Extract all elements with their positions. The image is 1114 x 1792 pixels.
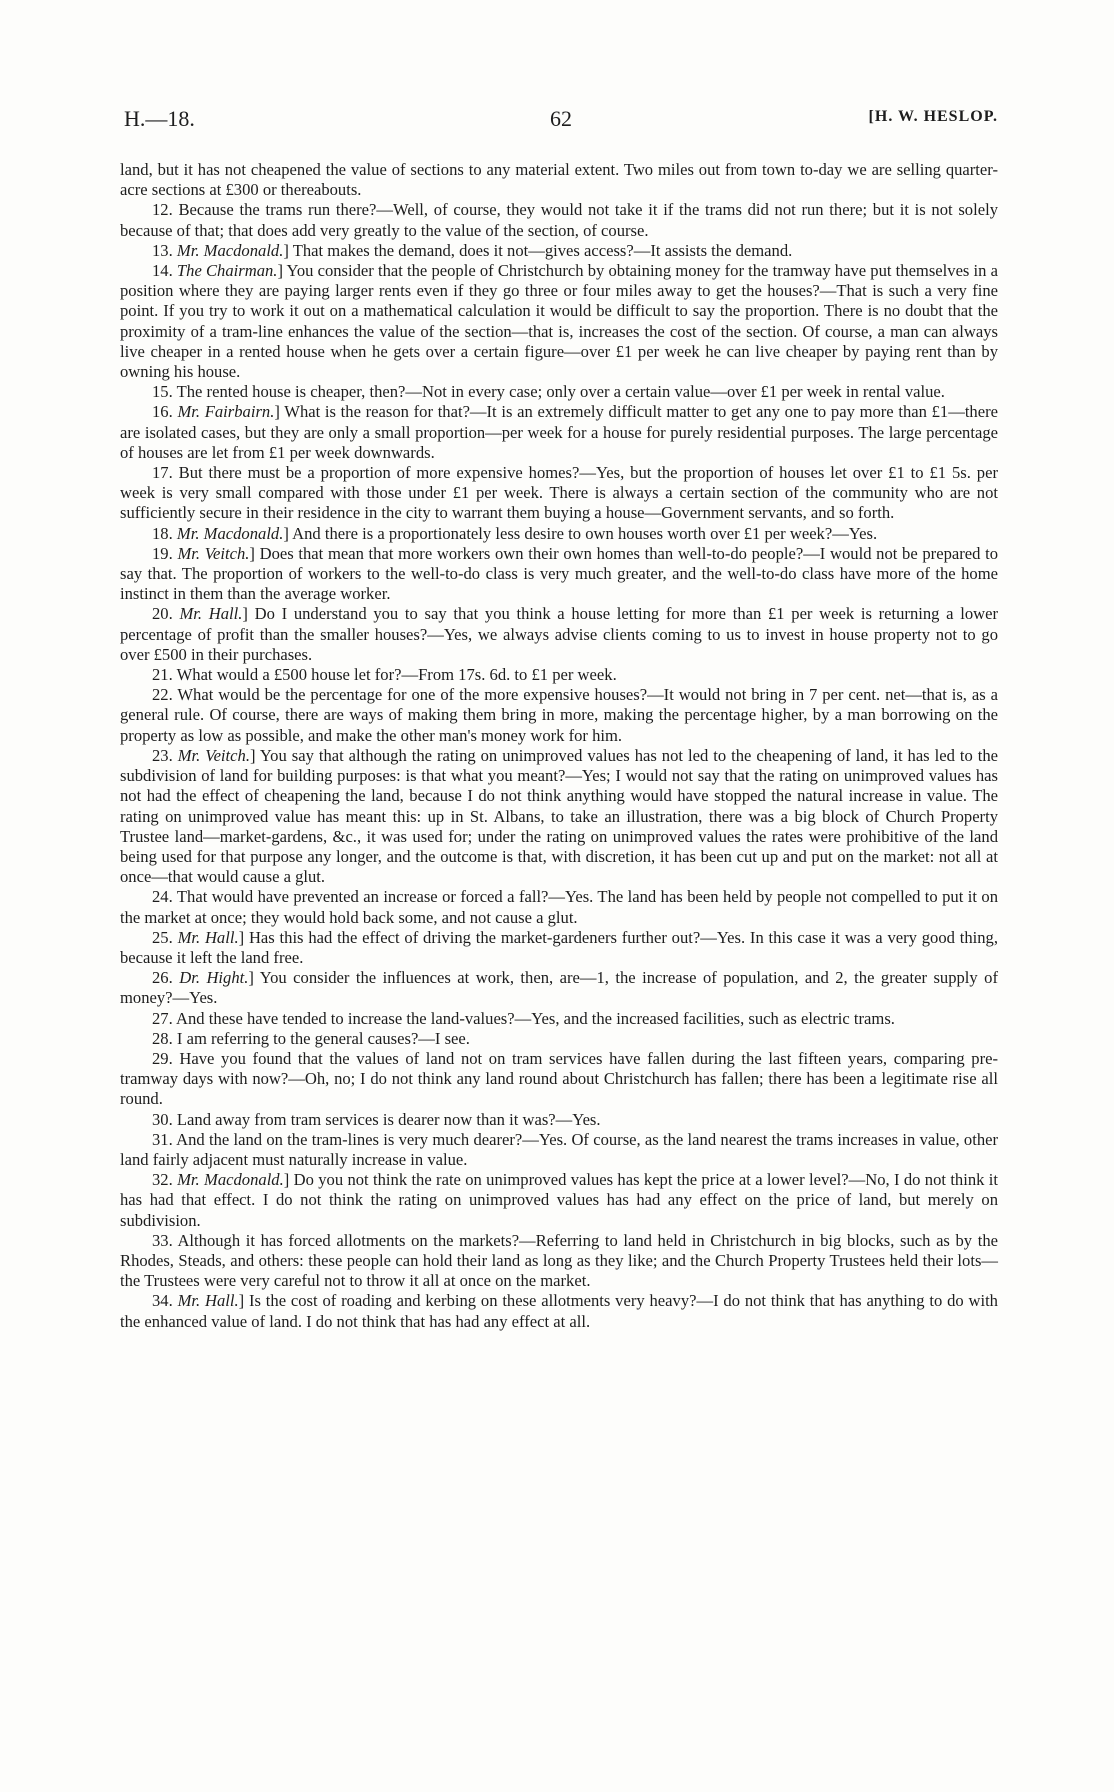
- question-number: 21.: [152, 665, 173, 685]
- testimony-paragraph: 13. Mr. Macdonald.] That makes the demand, does it not—gives access?—It assists the demand.: [152, 240, 793, 260]
- question-number: 16.: [152, 402, 173, 422]
- testimony-paragraph: [120, 1049, 998, 1110]
- report-reference: H.—18.: [124, 106, 195, 131]
- paragraph-text: Because the trams run there?—Well, of course, they would not take it if the trams did not run there; but it is not solely because of that; that does add very greatly to the value of the section, of course.: [120, 200, 998, 240]
- question-number: 25.: [152, 927, 173, 947]
- testimony-paragraph: [120, 685, 998, 746]
- testimony-paragraph: [120, 200, 998, 240]
- speaker-name: The Chairman.: [176, 261, 278, 281]
- testimony-paragraph: [120, 665, 998, 685]
- question-number: 24.: [152, 887, 173, 907]
- paragraph-text: Does that mean that more workers own their own homes than well-to-do people?—I would not be prepared to say that. The proportion of workers to the well-to-do class is very much greater, and the well-to-do class have more of the home instinct in them than the average worker.: [120, 543, 998, 604]
- testimony-paragraph: [120, 1110, 998, 1130]
- testimony-paragraph: 18. Mr. Macdonald.] And there is a proportionately less desire to own houses worth over £1 per week?—Yes.: [152, 523, 878, 543]
- question-number: 18.: [152, 523, 173, 543]
- paragraph-text: That makes the demand, does it not—gives access?—It assists the demand.: [292, 240, 793, 260]
- question-number: 13.: [152, 240, 173, 260]
- paragraph-text: Has this had the effect of driving the market-gardeners further out?—Yes. In this case it was a very good thing, because it left the land free.: [120, 927, 998, 967]
- paragraph-text: And the land on the tram-lines is very much dearer?—Yes. Of course, as the land nearest the trams increases in value, other land fairly adjacent must naturally increase in value.: [120, 1129, 999, 1169]
- paragraph-text: Do I understand you to say that you think a house letting for more than £1 per week is returning a lower percentage of profit than the smaller houses?—Yes, we always advise clients coming to us to invest in house property not to go over £500 in their purchases.: [120, 604, 998, 664]
- question-number: 33.: [152, 1230, 173, 1250]
- paragraph-text: Land away from tram services is dearer now than it was?—Yes.: [176, 1109, 601, 1129]
- testimony-paragraph: 32. Mr. Macdonald.] Do you not think the rate on unimproved values has kept the price at a lower level?—No, I do not think it has had that effect. I do not think the rating on unimproved values has had any effect on the price of land, but merely on subdivision.: [120, 1170, 998, 1230]
- question-number: 26.: [152, 968, 173, 988]
- question-number: 12.: [152, 200, 173, 220]
- testimony-paragraph: [120, 1130, 998, 1170]
- paragraph-text: What would be the percentage for one of the more expensive houses?—It would not bring in 7 per cent. net—that is, as a general rule. Of course, there are ways of making them bring in more, making the percentage higher, by a man borrowing on the property as low as possible, and make the other man's money work for him.: [120, 685, 998, 745]
- question-number: 34.: [152, 1291, 173, 1311]
- testimony-paragraph: [120, 1009, 998, 1029]
- witness-name: [H. W. HESLOP.: [868, 108, 998, 125]
- speaker-name: Mr. Macdonald.: [177, 1170, 284, 1190]
- question-number: 19.: [152, 543, 173, 563]
- paragraph-text: Do you not think the rate on unimproved values has kept the price at a lower level?—No, I do not think it has had that effect. I do not think the rating on unimproved values has had any effect on the price of land, but merely on subdivision.: [120, 1170, 998, 1230]
- question-number: 32.: [152, 1170, 173, 1190]
- question-number: 27.: [152, 1008, 173, 1028]
- paragraph-text: You consider the influences at work, then, are—1, the increase of population, and 2, the greater supply of money?—Yes.: [120, 968, 998, 1008]
- paragraph-text: And there is a proportionately less desire to own houses worth over £1 per week?—Yes.: [292, 523, 878, 543]
- testimony-paragraph: 20. Mr. Hall.] Do I understand you to say that you think a house letting for more than £1 per week is returning a lower percentage of profit than the smaller houses?—Yes, we always advise clients coming to us to invest in house property not to go over £500 in their purchases.: [120, 604, 998, 664]
- testimony-paragraph: [120, 1029, 998, 1049]
- speaker-name: Mr. Hall.: [179, 604, 243, 624]
- speaker-name: Mr. Veitch.: [177, 543, 250, 563]
- testimony-paragraph: 14. The Chairman.] You consider that the people of Christchurch by obtaining money for the tramway have put themselves in a position where they are paying larger rents even if they go three or four miles away to get the houses?—That is such a very fine point. If you try to work it out on a mathematical calculation it would be difficult to say the proportion. There is no doubt that the proximity of a tram-line enhances the value of the section—that is, increases the cost of the section. Of course, a man can always live cheaper in a rented house when he gets over a certain figure—over £1 per week he can live cheaper by paying rent than by owning his house.: [120, 261, 998, 382]
- speaker-name: Mr. Veitch.: [177, 745, 250, 765]
- page-header: [124, 106, 998, 140]
- paragraph-text: That would have prevented an increase or forced a fall?—Yes. The land has been held by people not compelled to put it on the market at once; they would hold back some, and not cause a glut.: [120, 887, 998, 927]
- speaker-name: Mr. Macdonald.: [176, 240, 284, 260]
- paragraph-text: What would a £500 house let for?—From 17s. 6d. to £1 per week.: [176, 665, 617, 685]
- question-number: 22.: [152, 685, 173, 705]
- paragraph-text: You say that although the rating on unimproved values has not led to the cheapening of land, it has led to the subdivision of land for building purposes: is that what you meant?—Yes; I would not say that the rating on unimproved values has not had the effect of cheapening the land, because I do not think anything would have stopped the natural increase in value. The rating on unimproved value has meant this: up in St. Albans, to take an illustration, there was a big block of Church Property Trustee land—market-gardens, &c., it was used for; under the rating on unimproved values the rates were prohibitive of the land being used for that purpose any longer, and the outcome is that, with discretion, it has been cut up and put on the market: not all at once—that would cause a glut.: [120, 745, 998, 887]
- testimony-paragraph: [120, 1231, 998, 1292]
- testimony-paragraph: 23. Mr. Veitch.] You say that although the rating on unimproved values has not led to the cheapening of land, it has led to the subdivision of land for building purposes: is that what you meant?—Yes; I would not say that the rating on unimproved values has not had the effect of cheapening the land, because I do not think anything would have stopped the natural increase in value. The rating on unimproved value has meant this: up in St. Albans, to take an illustration, there was a big block of Church Property Trustee land—market-gardens, &c., it was used for; under the rating on unimproved values the rates were prohibitive of the land being used for that purpose any longer, and the outcome is that, with discretion, it has been cut up and put on the market: not all at once—that would cause a glut.: [120, 745, 998, 887]
- paragraph-text: What is the reason for that?—It is an extremely difficult matter to get any one to pay more than £1—there are isolated cases, but they are only a small proportion—per week for a house for purely residential purposes. The large percentage of houses are let from £1 per week downwards.: [120, 402, 998, 462]
- paragraph-text: You consider that the people of Christchurch by obtaining money for the tramway have put themselves in a position where they are paying larger rents even if they go three or four miles away to get the houses?—That is such a very fine point. If you try to work it out on a mathematical calculation it would be difficult to say the proportion. There is no doubt that the proximity of a tram-line enhances the value of the section—that is, increases the cost of the section. Of course, a man can always live cheaper in a rented house when he gets over a certain figure—over £1 per week he can live cheaper by paying rent than by owning his house.: [120, 261, 998, 382]
- testimony-paragraph: [120, 382, 998, 402]
- question-number: 29.: [152, 1048, 173, 1068]
- paragraph-text: Have you found that the values of land not on tram services have fallen during the last fifteen years, comparing pre-tramway days with now?—Oh, no; I do not think any land round about Christchurch has fallen; there has been a legitimate rise all round.: [120, 1048, 998, 1109]
- testimony-paragraph: [120, 887, 998, 927]
- paragraph-text: I am referring to the general causes?—I see.: [176, 1028, 470, 1048]
- speaker-name: Dr. Hight.: [179, 968, 249, 988]
- paragraph-text: Is the cost of roading and kerbing on these allotments very heavy?—I do not think that has anything to do with the enhanced value of land. I do not think that has had any effect at all.: [120, 1291, 998, 1331]
- paragraph-text: But there must be a proportion of more expensive homes?—Yes, but the proportion of houses let over £1 to £1 5s. per week is very small compared with those under £1 per week. There is always a certain section of the community who are not sufficiently secure in their residence in the city to warrant them buying a house—Government servants, and so forth.: [120, 463, 998, 523]
- question-number: 31.: [152, 1129, 173, 1149]
- paragraph-text: The rented house is cheaper, then?—Not in every case; only over a certain value—over £1 per week in rental value.: [176, 382, 945, 402]
- question-number: 30.: [152, 1109, 173, 1129]
- testimony-paragraph: [120, 463, 998, 524]
- testimony-paragraph: 16. Mr. Fairbairn.] What is the reason for that?—It is an extremely difficult matter to get any one to pay more than £1—there are isolated cases, but they are only a small proportion—per week for a house for purely residential purposes. The large percentage of houses are let from £1 per week downwards.: [120, 402, 998, 462]
- question-number: 15.: [152, 382, 173, 402]
- paragraph-text: land, but it has not cheapened the value of sections to any material extent. Two miles out from town to-day we are selling quarter-acre sections at £300 or thereabouts.: [120, 160, 998, 200]
- question-number: 23.: [152, 745, 173, 765]
- speaker-name: Mr. Hall.: [177, 927, 239, 947]
- speaker-name: Mr. Fairbairn.: [177, 402, 275, 422]
- document-body: [120, 160, 998, 1332]
- testimony-paragraph: 19. Mr. Veitch.] Does that mean that more workers own their own homes than well-to-do people?—I would not be prepared to say that. The proportion of workers to the well-to-do class is very much greater, and the well-to-do class have more of the home instinct in them than the average worker.: [120, 543, 998, 604]
- testimony-paragraph: [120, 160, 998, 200]
- question-number: 20.: [152, 604, 173, 624]
- question-number: 28.: [152, 1028, 173, 1048]
- testimony-paragraph: 25. Mr. Hall.] Has this had the effect of driving the market-gardeners further out?—Yes. In this case it was a very good thing, because it left the land free.: [120, 927, 998, 967]
- speaker-name: Mr. Macdonald.: [176, 523, 284, 543]
- question-number: 14.: [152, 261, 173, 281]
- paragraph-text: And these have tended to increase the land-values?—Yes, and the increased facilities, such as electric trams.: [175, 1008, 895, 1028]
- question-number: 17.: [152, 463, 173, 483]
- speaker-name: Mr. Hall.: [177, 1291, 239, 1311]
- page-number: 62: [550, 106, 572, 131]
- testimony-paragraph: 26. Dr. Hight.] You consider the influences at work, then, are—1, the increase of population, and 2, the greater supply of money?—Yes.: [120, 968, 998, 1008]
- testimony-paragraph: 34. Mr. Hall.] Is the cost of roading and kerbing on these allotments very heavy?—I do not think that has anything to do with the enhanced value of land. I do not think that has had any effect at all.: [120, 1291, 998, 1331]
- paragraph-text: Although it has forced allotments on the markets?—Referring to land held in Christchurch in big blocks, such as by the Rhodes, Steads, and others: these people can hold their land as long as they like; and the Church Property Trustees held their lots—the Trustees were very careful not to throw it all at once on the market.: [120, 1230, 998, 1291]
